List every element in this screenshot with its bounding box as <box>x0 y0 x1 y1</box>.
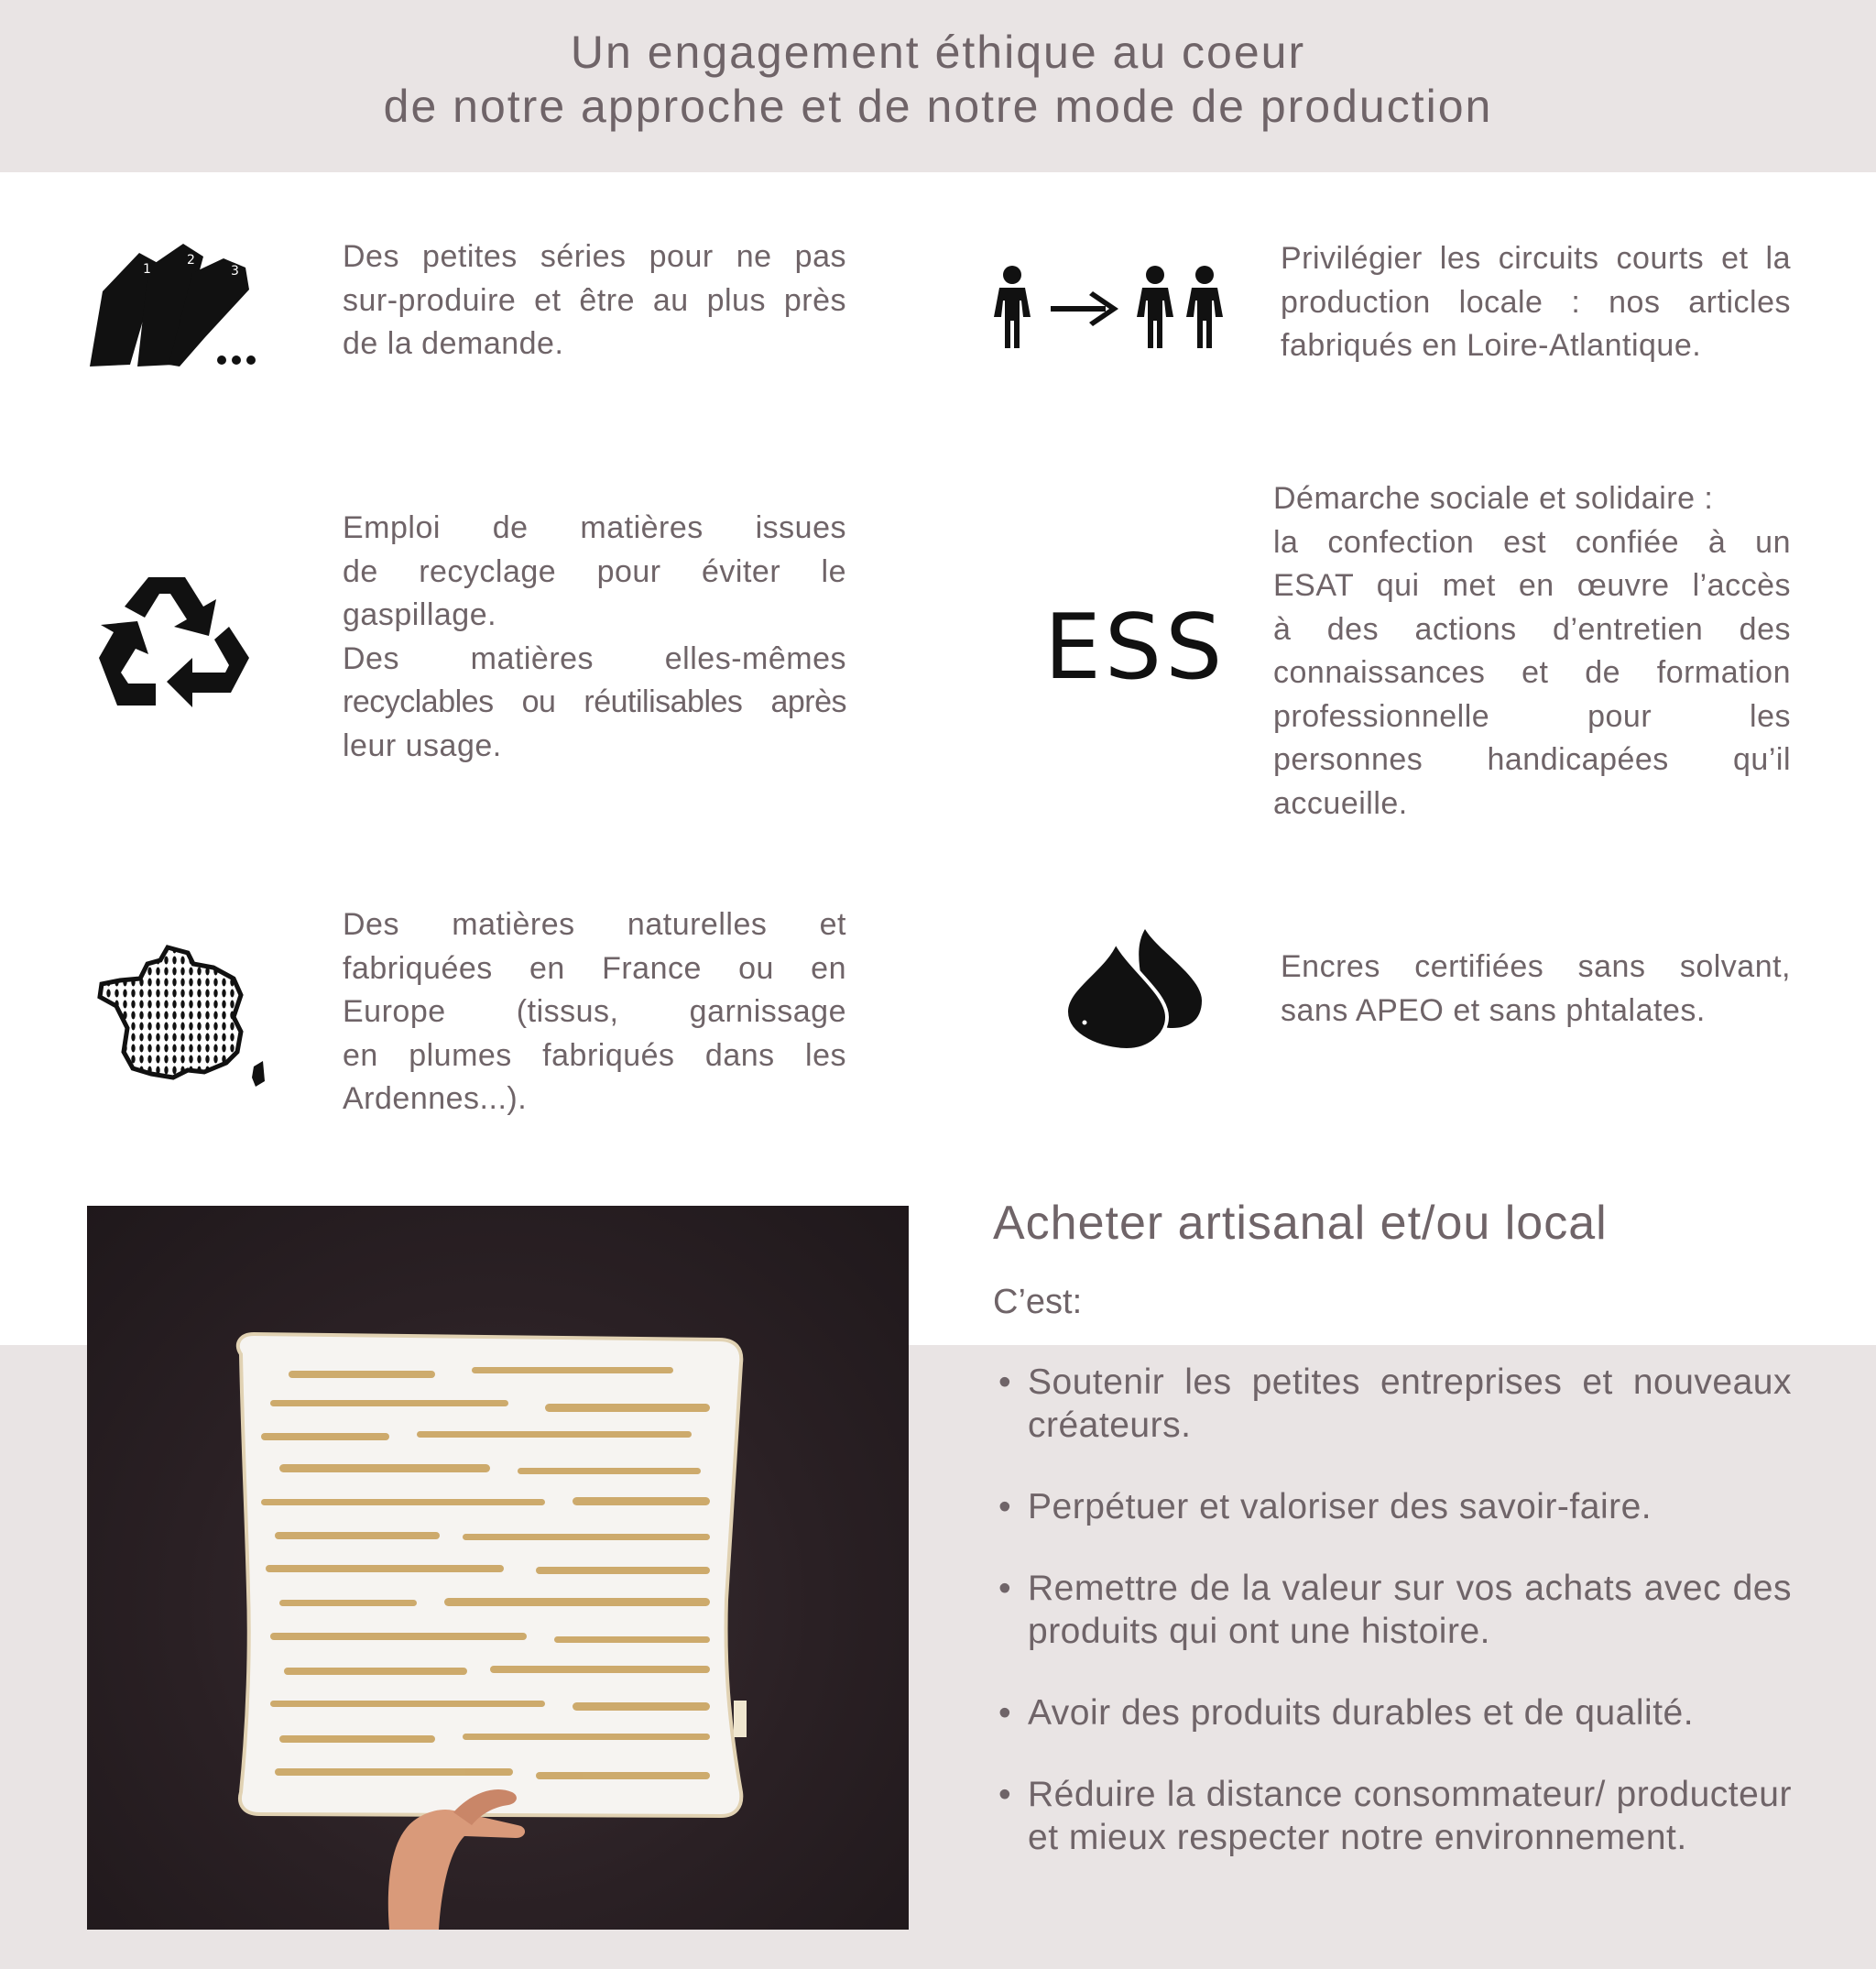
natural-text <box>343 903 846 1121</box>
tag-number-3: 3 <box>231 264 239 279</box>
pillow-illustration <box>87 1206 909 1930</box>
section-subtitle: C’est: <box>993 1283 1083 1321</box>
ess-line: personnes handicapées qu’il <box>1273 742 1791 777</box>
ess-line: accueille. <box>1273 785 1408 821</box>
list-item: • Soutenir les petites entreprises et nouveaux créateurs. <box>998 1361 1792 1447</box>
short-circuits-text <box>1281 237 1791 368</box>
recycling-line: Des matières elles-mêmes <box>343 640 846 676</box>
tag-number-2: 2 <box>187 253 195 268</box>
ess-line: connaissances et de formation <box>1273 655 1791 690</box>
france-map-icon <box>96 944 270 1090</box>
tag-number-1: 1 <box>143 262 151 277</box>
natural-line: Ardennes...). <box>343 1081 528 1116</box>
list-item: • Remettre de la valeur sur vos achats avec des produits qui ont une histoire. <box>998 1567 1792 1653</box>
ess-line: professionnelle pour les <box>1273 698 1791 734</box>
small-series-line: sur-produire et être au plus près <box>343 282 846 318</box>
recycle-icon <box>92 568 256 715</box>
ink-drops-icon <box>1063 927 1205 1051</box>
ess-label: ESS <box>1044 596 1227 700</box>
ess-line: ESAT qui met en œuvre l’accès <box>1273 568 1791 603</box>
ess-line: Démarche sociale et solidaire : <box>1273 481 1714 516</box>
inks-text <box>1281 946 1791 1033</box>
benefits-list <box>998 1361 1792 1898</box>
ess-line: à des actions d’entretien des <box>1273 611 1791 647</box>
small-series-text <box>343 235 846 366</box>
header-title-line-2: de notre approche et de notre mode de production <box>383 81 1493 132</box>
section-title: Acheter artisanal et/ou local <box>993 1197 1608 1250</box>
short-circuits-line: production locale : nos articles <box>1281 284 1791 320</box>
recycling-line: gaspillage. <box>343 597 497 632</box>
natural-line: en plumes fabriqués dans les <box>343 1037 846 1073</box>
small-series-line: Des petites séries pour ne pas <box>343 239 846 274</box>
list-item: • Avoir des produits durables et de qualité. <box>998 1691 1792 1734</box>
natural-line: fabriquées en France ou en <box>343 950 846 986</box>
recycling-line: de recyclage pour éviter le <box>343 553 846 589</box>
ess-line: la confection est confiée à un <box>1273 524 1791 560</box>
short-circuits-line: Privilégier les circuits courts et la <box>1281 241 1791 276</box>
numbered-tags-icon <box>84 236 267 374</box>
natural-line: Europe (tissus, garnissage <box>343 994 846 1029</box>
pillow-photo <box>87 1206 909 1930</box>
recycling-line: leur usage. <box>343 727 502 763</box>
header-title-line-1: Un engagement éthique au coeur <box>570 27 1306 78</box>
list-item: • Réduire la distance consommateur/ producteur et mieux respecter notre environnement. <box>998 1773 1792 1859</box>
list-item: • Perpétuer et valoriser des savoir-faire. <box>998 1485 1792 1528</box>
recycling-line: Emploi de matières issues <box>343 510 846 545</box>
recycling-line: recyclables ou réutilisables après <box>343 684 846 719</box>
short-circuits-line: fabriqués en Loire-Atlantique. <box>1281 328 1702 363</box>
inks-line: sans APEO et sans phtalates. <box>1281 992 1706 1028</box>
inks-line: Encres certifiées sans solvant, <box>1281 949 1791 984</box>
natural-line: Des matières naturelles et <box>343 907 846 942</box>
ess-text <box>1273 477 1791 826</box>
small-series-line: de la demande. <box>343 326 564 361</box>
recycling-text <box>343 507 846 768</box>
people-arrow-icon <box>985 264 1232 352</box>
